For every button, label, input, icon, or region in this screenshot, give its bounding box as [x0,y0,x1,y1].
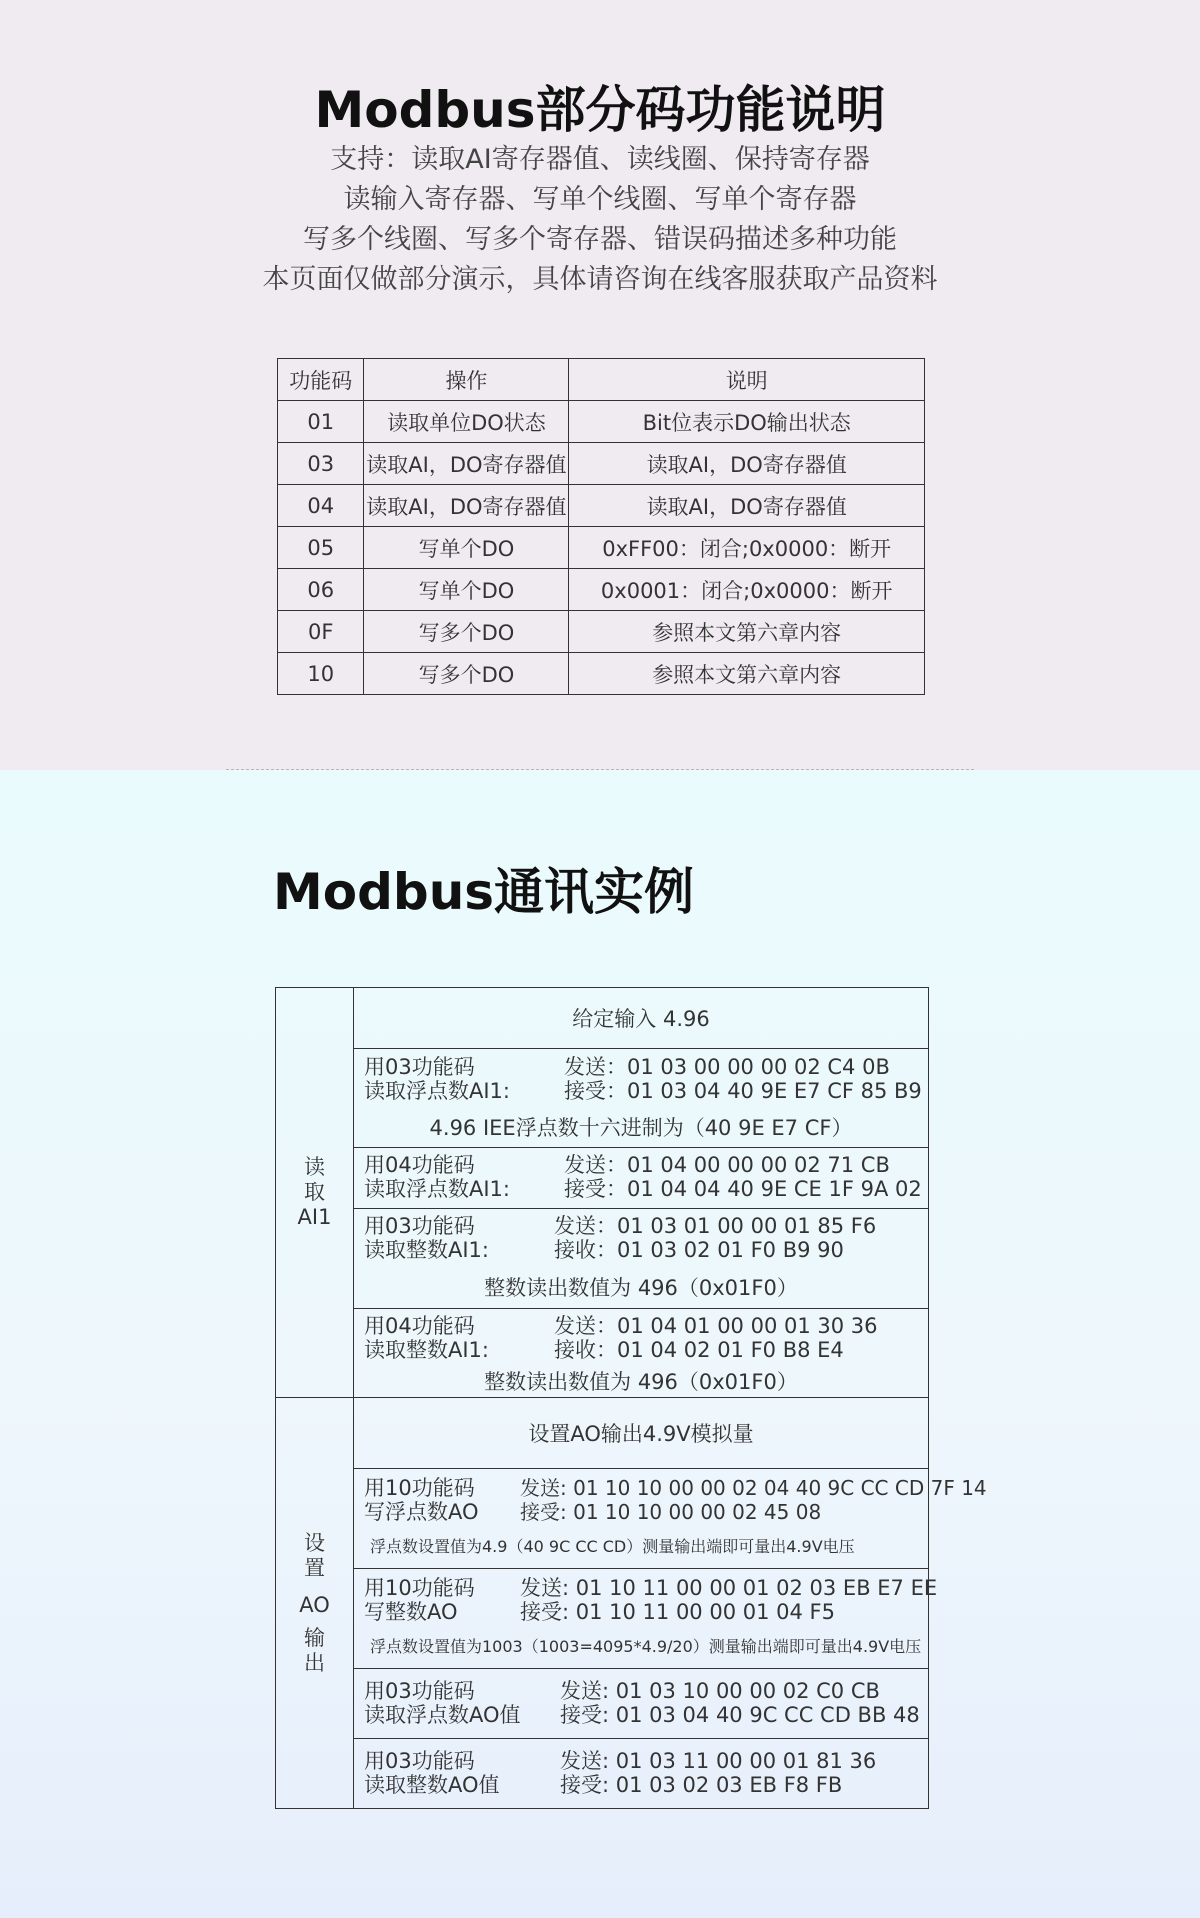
group-label-read-ai1 [276,988,354,1397]
receive-frame: 接受：01 03 04 40 9E E7 CF 85 B9 [564,1079,922,1103]
cell-code: 01 [278,401,364,443]
cell-description: Bit位表示DO输出状态 [569,401,925,443]
receive-frame: 接收：01 03 02 01 F0 B9 90 [554,1238,844,1262]
example-row [354,1569,938,1669]
examples-table [275,987,987,1809]
cell-code: 05 [278,527,364,569]
intro-line: 本页面仅做部分演示，具体请咨询在线客服获取产品资料 [262,264,938,295]
group-header-row [354,1398,928,1469]
cell-code: 04 [278,485,364,527]
intro-line: 读输入寄存器、写单个线圈、写单个寄存器 [343,184,857,215]
receive-frame: 接受: 01 03 02 03 EB F8 FB [560,1773,843,1797]
cell-operation: 读取AI，DO寄存器值 [364,485,569,527]
intro-text [0,140,1200,300]
communication-examples-title: Modbus通讯实例 [273,863,695,921]
table-header-row [278,359,925,401]
cell-operation: 写多个DO [364,653,569,695]
row-note: 浮点数设置值为4.9（40 9C CC CD）测量输出端即可量出4.9V电压 [370,1537,855,1556]
table-row [278,653,925,695]
function-code-label: 用03功能码 [364,1749,475,1773]
table-row [278,443,925,485]
example-row [354,1049,928,1148]
send-frame: 发送: 01 03 11 00 00 01 81 36 [560,1749,877,1773]
receive-frame: 接受：01 04 04 40 9E CE 1F 9A 02 [564,1177,922,1201]
row-note: 4.96 IEE浮点数十六进制为（40 9E E7 CF） [429,1116,853,1140]
group-header-text: 设置AO输出4.9V模拟量 [528,1422,754,1446]
header-description: 说明 [569,359,925,401]
group-label-line: 设 [304,1530,325,1555]
function-code-label: 用10功能码 [364,1576,475,1600]
cell-operation: 写多个DO [364,611,569,653]
group-label-set-ao [276,1398,354,1808]
function-code-label: 用03功能码 [364,1679,475,1703]
cell-description: 读取AI，DO寄存器值 [569,485,925,527]
operation-label: 读取浮点数AI1: [364,1079,510,1103]
send-frame: 发送: 01 10 11 00 00 01 02 03 EB E7 EE [520,1576,938,1600]
group-label-line: 出 [304,1650,325,1675]
cell-code: 06 [278,569,364,611]
example-row [354,1669,928,1739]
group-label-line: 置 [304,1555,325,1580]
header-operation: 操作 [364,359,569,401]
row-note: 整数读出数值为 496（0x01F0） [484,1370,798,1394]
send-frame: 发送：01 04 00 00 00 02 71 CB [564,1153,890,1177]
group-label-line: 读 [303,1155,325,1179]
operation-label: 读取浮点数AI1: [364,1177,510,1201]
function-codes-title: Modbus部分码功能说明 [314,81,886,139]
cell-operation: 写单个DO [364,527,569,569]
cell-description: 参照本文第六章内容 [569,611,925,653]
intro-line: 支持：读取AI寄存器值、读线圈、保持寄存器 [330,144,870,175]
function-code-table [277,358,925,695]
function-code-label: 用10功能码 [364,1476,475,1500]
cell-description: 读取AI，DO寄存器值 [569,443,925,485]
receive-frame: 接受: 01 03 04 40 9C CC CD BB 48 [560,1703,920,1727]
example-row [354,1209,928,1309]
cell-code: 0F [278,611,364,653]
header-code: 功能码 [278,359,364,401]
operation-label: 读取整数AI1: [364,1338,489,1362]
cell-operation: 读取单位DO状态 [364,401,569,443]
cell-code: 03 [278,443,364,485]
table-row [278,569,925,611]
example-row [354,1739,928,1808]
intro-line: 写多个线圈、写多个寄存器、错误码描述多种功能 [303,224,897,255]
group-label-line: 取 [303,1180,325,1204]
receive-frame: 接收：01 04 02 01 F0 B8 E4 [554,1338,844,1362]
send-frame: 发送：01 03 00 00 00 02 C4 0B [564,1055,890,1079]
cell-operation: 写单个DO [364,569,569,611]
send-frame: 发送: 01 03 10 00 00 02 C0 CB [560,1679,880,1703]
row-note: 浮点数设置值为1003（1003=4095*4.9/20）测量输出端即可量出4.9V电压 [370,1637,922,1656]
receive-frame: 接受: 01 10 11 00 00 01 04 F5 [520,1600,835,1624]
operation-label: 写浮点数AO [364,1500,479,1524]
function-code-label: 用04功能码 [364,1153,475,1177]
group-read-ai1 [276,988,928,1398]
operation-label: 读取整数AI1: [364,1238,489,1262]
group-header-row [354,988,928,1049]
function-code-label: 用04功能码 [364,1314,475,1338]
group-header-text: 给定输入 4.96 [572,1007,710,1031]
operation-label: 读取整数AO值 [364,1773,500,1797]
table-row [278,485,925,527]
row-note: 整数读出数值为 496（0x01F0） [484,1276,798,1300]
table-row [278,527,925,569]
operation-label: 写整数AO [364,1600,458,1624]
section-divider [226,769,974,770]
example-row [354,1148,928,1209]
group-label-line: AI1 [297,1205,332,1229]
table-row [278,611,925,653]
send-frame: 发送: 01 10 10 00 00 02 04 40 9C CC CD 7F 14 [520,1476,987,1500]
cell-description: 参照本文第六章内容 [569,653,925,695]
function-code-label: 用03功能码 [364,1214,475,1238]
cell-description: 0x0001：闭合;0x0000：断开 [569,569,925,611]
group-label-line: AO [299,1592,330,1617]
table-row [278,401,925,443]
cell-code: 10 [278,653,364,695]
group-set-ao-output [276,1398,987,1808]
function-code-label: 用03功能码 [364,1055,475,1079]
group-label-line: 输 [304,1625,325,1650]
receive-frame: 接受: 01 10 10 00 00 02 45 08 [520,1500,822,1524]
cell-operation: 读取AI，DO寄存器值 [364,443,569,485]
example-row [354,1309,928,1397]
send-frame: 发送：01 04 01 00 00 01 30 36 [554,1314,878,1338]
operation-label: 读取浮点数AO值 [364,1703,521,1727]
example-row [354,1469,987,1569]
cell-description: 0xFF00：闭合;0x0000：断开 [569,527,925,569]
send-frame: 发送：01 03 01 00 00 01 85 F6 [554,1214,877,1238]
